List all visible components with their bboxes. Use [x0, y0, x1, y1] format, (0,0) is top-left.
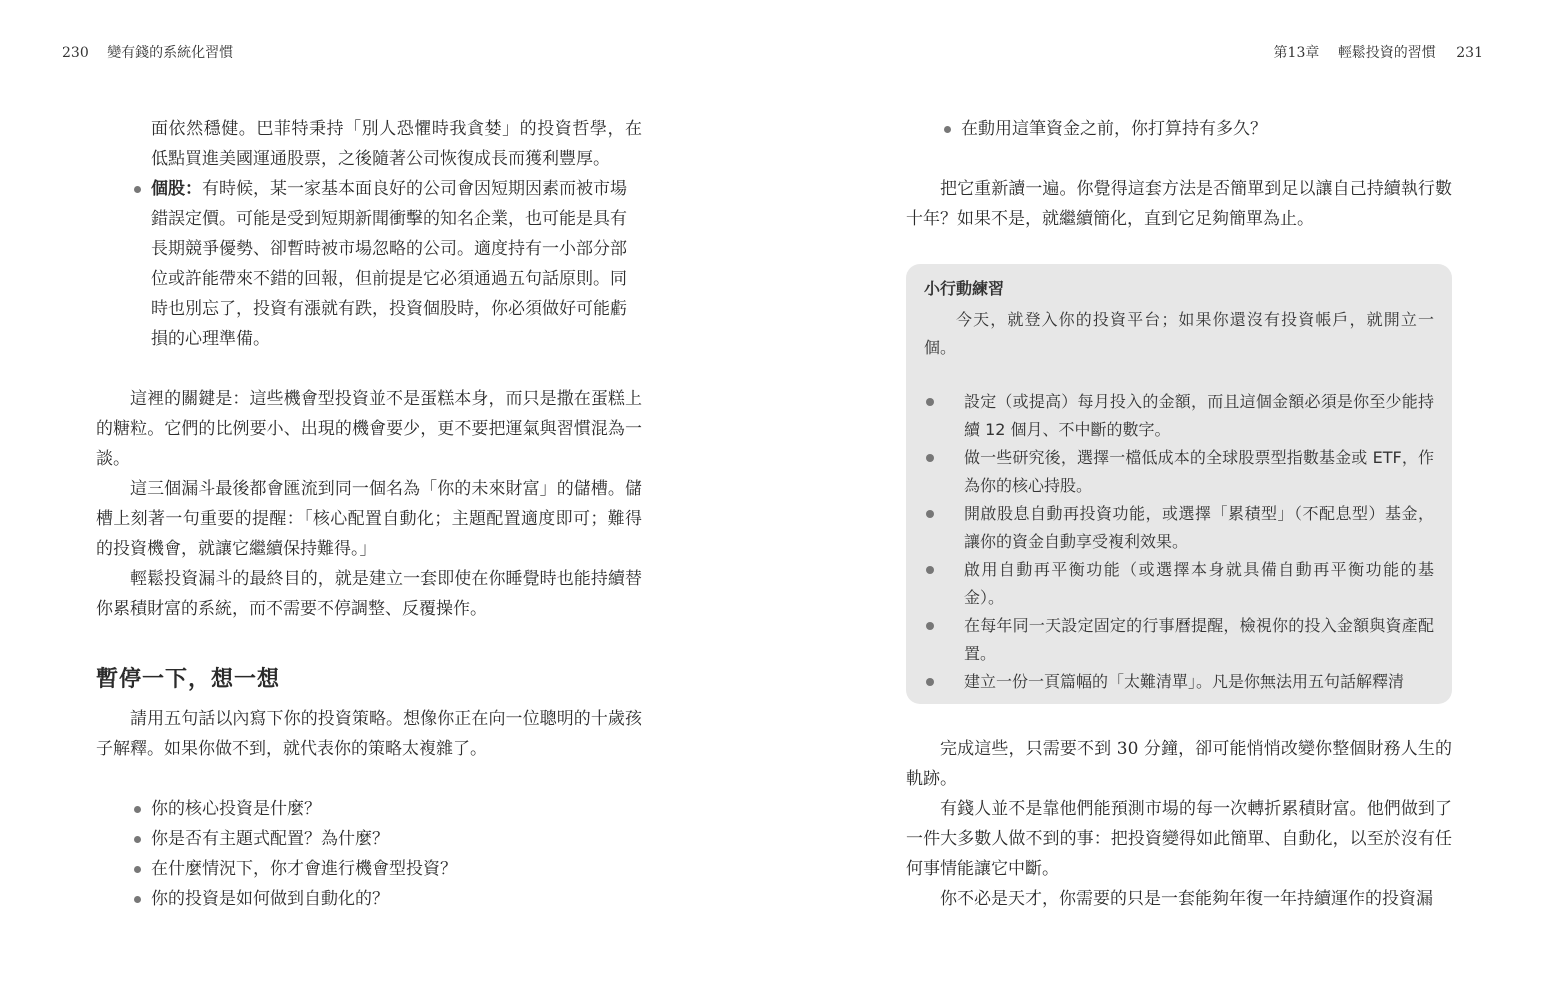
action-step: 啟用自動再平衡功能（或選擇本身就具備自動再平衡功能的基金）。 [924, 556, 1434, 612]
stock-bullet-list [96, 174, 642, 354]
right-page-number: 231 [1456, 45, 1483, 61]
body-paragraph: 輕鬆投資漏斗的最終目的，就是建立一套即使在你睡覺時也能持續替你累積財富的系統，而不需要不停調整、反覆操作。 [96, 569, 642, 619]
body-paragraph: 這裡的關鍵是：這些機會型投資並不是蛋糕本身，而只是撒在蛋糕上的糖粒。它們的比例要小、出現的機會要少，更不要把運氣與習慣混為一談。 [96, 389, 642, 469]
left-page-header [62, 42, 233, 62]
body-paragraph: 你不必是天才，你需要的只是一套能夠年復一年持續運作的投資漏 [940, 889, 1433, 909]
action-box-title: 小行動練習 [924, 279, 1005, 298]
action-steps-list [924, 388, 1434, 696]
question-item: 在動用這筆資金之前，你打算持有多久？ [906, 114, 1452, 144]
action-box-intro: 今天，就登入你的投資平台；如果你還沒有投資帳戶，就開立一個。 [924, 310, 1434, 357]
body-paragraph: 有錢人並不是靠他們能預測市場的每一次轉折累積財富。他們做到了一件大多數人做不到的事：把投資變得如此簡單、自動化，以至於沒有任何事情能讓它中斷。 [906, 799, 1452, 879]
section-intro: 請用五句話以內寫下你的投資策略。想像你正在向一位聰明的十歲孩子解釋。如果你做不到，就代表你的策略太複雜了。 [96, 709, 642, 759]
right-page-header [1274, 42, 1483, 62]
right-page-body [906, 114, 1452, 914]
action-practice-box [906, 264, 1452, 704]
action-step: 在每年同一天設定固定的行事曆提醒，檢視你的投入金額與資產配置。 [924, 612, 1434, 668]
left-page [0, 0, 772, 987]
question-item: 你是否有主題式配置？為什麼？ [96, 824, 642, 854]
stock-bullet-term: 個股： [151, 179, 202, 199]
action-step: 做一些研究後，選擇一檔低成本的全球股票型指數基金或 ETF，作為你的核心持股。 [924, 444, 1434, 500]
action-step: 開啟股息自動再投資功能，或選擇「累積型」（不配息型）基金，讓你的資金自動享受複利效果。 [924, 500, 1434, 556]
right-page [772, 0, 1545, 987]
left-running-title: 變有錢的系統化習慣 [107, 45, 234, 61]
question-item: 在什麼情況下，你才會進行機會型投資？ [96, 854, 642, 884]
question-item: 你的投資是如何做到自動化的？ [96, 884, 642, 914]
stock-bullet-text: 有時候，某一家基本面良好的公司會因短期因素而被市場錯誤定價。可能是受到短期新聞衝擊的知名企業，也可能是具有長期競爭優勢、卻暫時被市場忽略的公司。適度持有一小部分部位或許能帶來不錯的回報，但前提是它必須通過五句話原則。同時也別忘了，投資有漲就有跌，投資個股時，你必須做好可能虧損的心理準備。 [151, 179, 627, 349]
left-page-number: 230 [62, 45, 89, 61]
body-paragraph: 完成這些，只需要不到 30 分鐘，卻可能悄悄改變你整個財務人生的軌跡。 [906, 739, 1452, 789]
top-question-list [906, 114, 1452, 144]
stock-bullet [96, 174, 642, 354]
reread-paragraph: 把它重新讀一遍。你覺得這套方法是否簡單到足以讓自己持續執行數十年？如果不是，就繼續簡化，直到它足夠簡單為止。 [906, 179, 1452, 229]
question-item: 你的核心投資是什麼？ [96, 794, 642, 824]
action-step: 建立一份一頁篇幅的「太難清單」。凡是你無法用五句話解釋清 [924, 668, 1434, 696]
continued-bullet-text: 面依然穩健。巴菲特秉持「別人恐懼時我貪婪」的投資哲學，在低點買進美國運通股票，之後隨著公司恢復成長而獲利豐厚。 [151, 119, 642, 169]
reflection-questions [96, 794, 642, 914]
section-heading: 暫停一下，想一想 [96, 666, 281, 692]
chapter-label: 第13章 [1273, 45, 1320, 61]
right-running-title: 輕鬆投資的習慣 [1337, 45, 1436, 61]
action-step: 設定（或提高）每月投入的金額，而且這個金額必須是你至少能持續 12 個月、不中斷的數字。 [924, 388, 1434, 444]
left-page-body [96, 114, 642, 914]
body-paragraph: 這三個漏斗最後都會匯流到同一個名為「你的未來財富」的儲槽。儲槽上刻著一句重要的提醒：「核心配置自動化；主題配置適度即可；難得的投資機會，就讓它繼續保持難得。」 [96, 479, 642, 559]
